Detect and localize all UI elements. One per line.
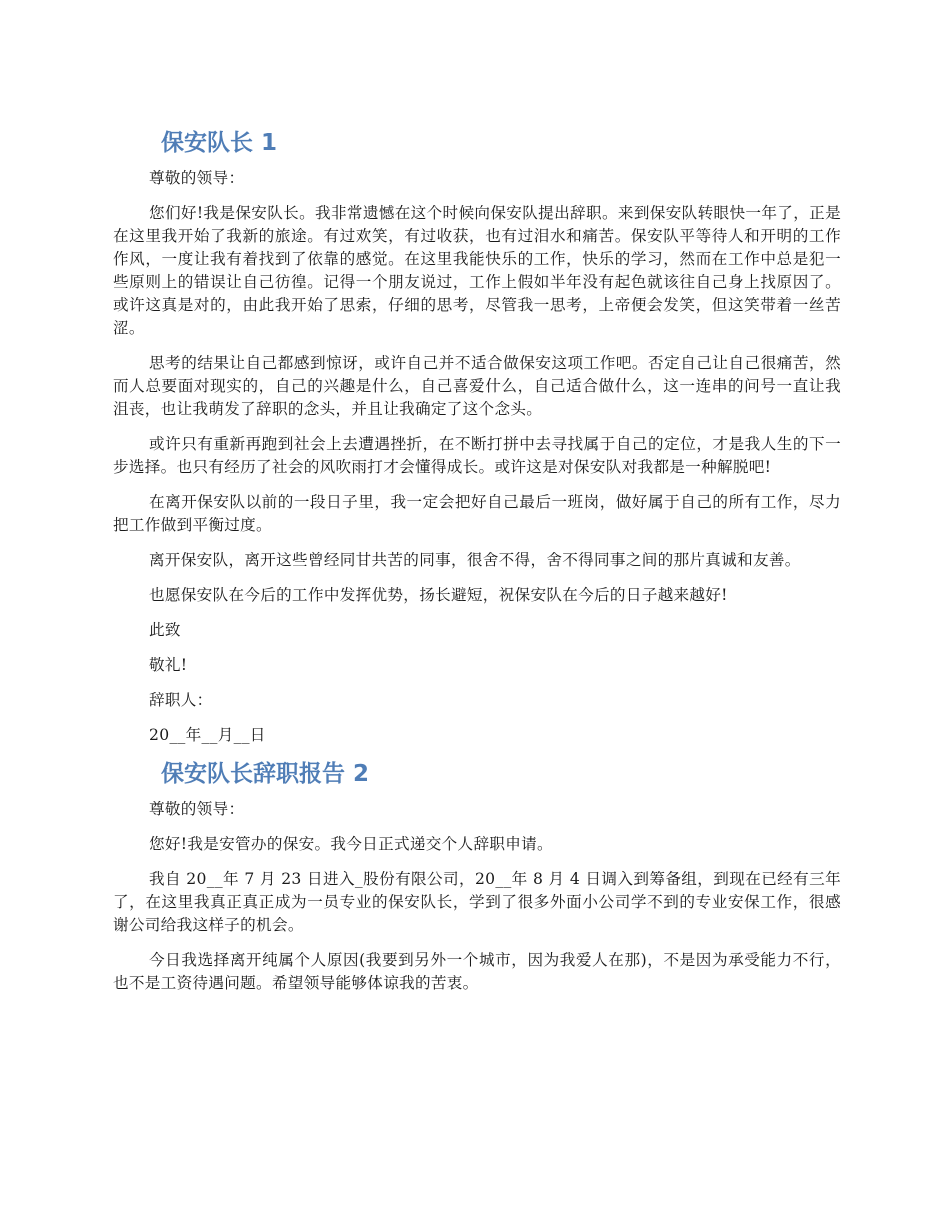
closing-salutation: 此致	[149, 621, 181, 639]
section1-paragraph: 也愿保安队在今后的工作中发挥优势，扬长避短，祝保安队在今后的日子越来越好!	[149, 586, 728, 604]
section1-paragraph: 离开保安队，离开这些曾经同甘共苦的同事，很舍不得，舍不得同事之间的那片真诚和友善。	[149, 551, 801, 569]
section1-paragraph: 或许只有重新再跑到社会上去遭遇挫折，在不断打拼中去寻找属于自己的定位，才是我人生的下一步选择。也只有经历了社会的风吹雨打才会懂得成长。或许这是对保安队对我都是一种解脱吧!	[113, 435, 841, 476]
section1-paragraph: 在离开保安队以前的一段日子里，我一定会把好自己最后一班岗，做好属于自己的所有工作，尽力把工作做到平衡过度。	[113, 493, 841, 534]
section1-paragraph: 您们好!我是保安队长。我非常遗憾在这个时候向保安队提出辞职。来到保安队转眼快一年了，正是在这里我开始了我新的旅途。有过欢笑，有过收获，也有过泪水和痛苦。保安队平等待人和开明的工作作风，一度让我有着找到了依靠的感觉。在这里我能快乐的工作，快乐的学习，然而在工作中总是犯一些原则上的错误让自己彷徨。记得一个朋友说过，工作上假如半年没有起色就该往自己身上找原因了。或许这真是对的，由此我开始了思索，仔细的思考，尽管我一思考，上帝便会发笑，但这笑带着一丝苦涩。	[113, 204, 841, 337]
section2-title: 保安队长辞职报告 2	[161, 761, 370, 787]
section2-paragraph: 我自 20__年 7 月 23 日进入_股份有限公司，20__年 8 月 4 日调入到筹备组，到现在已经有三年了，在这里我真正真正成为一员专业的保安队长，学到了很多外面小公司学不到的专业安保工作，很感谢公司给我这样子的机会。	[113, 870, 841, 934]
section1-paragraph: 思考的结果让自己都感到惊讶，或许自己并不适合做保安这项工作吧。否定自己让自己很痛苦，然而人总要面对现实的，自己的兴趣是什么，自己喜爱什么，自己适合做什么，这一连串的问号一直让我沮丧，也让我萌发了辞职的念头，并且让我确定了这个念头。	[113, 354, 841, 418]
document-page	[113, 120, 841, 1007]
closing-regards: 敬礼!	[149, 656, 188, 674]
section2-paragraph: 今日我选择离开纯属个人原因(我要到另外一个城市，因为我爱人在那)，不是因为承受能力不行，也不是工资待遇问题。希望领导能够体谅我的苦衷。	[113, 951, 841, 992]
section1-title: 保安队长 1	[161, 130, 278, 156]
date-line: 20__年__月__日	[149, 726, 266, 744]
section2-paragraph: 您好!我是安管办的保安。我今日正式递交个人辞职申请。	[149, 835, 553, 853]
section2-greeting: 尊敬的领导：	[149, 800, 245, 818]
section1-greeting: 尊敬的领导：	[149, 169, 245, 187]
signer-label: 辞职人：	[149, 691, 213, 709]
